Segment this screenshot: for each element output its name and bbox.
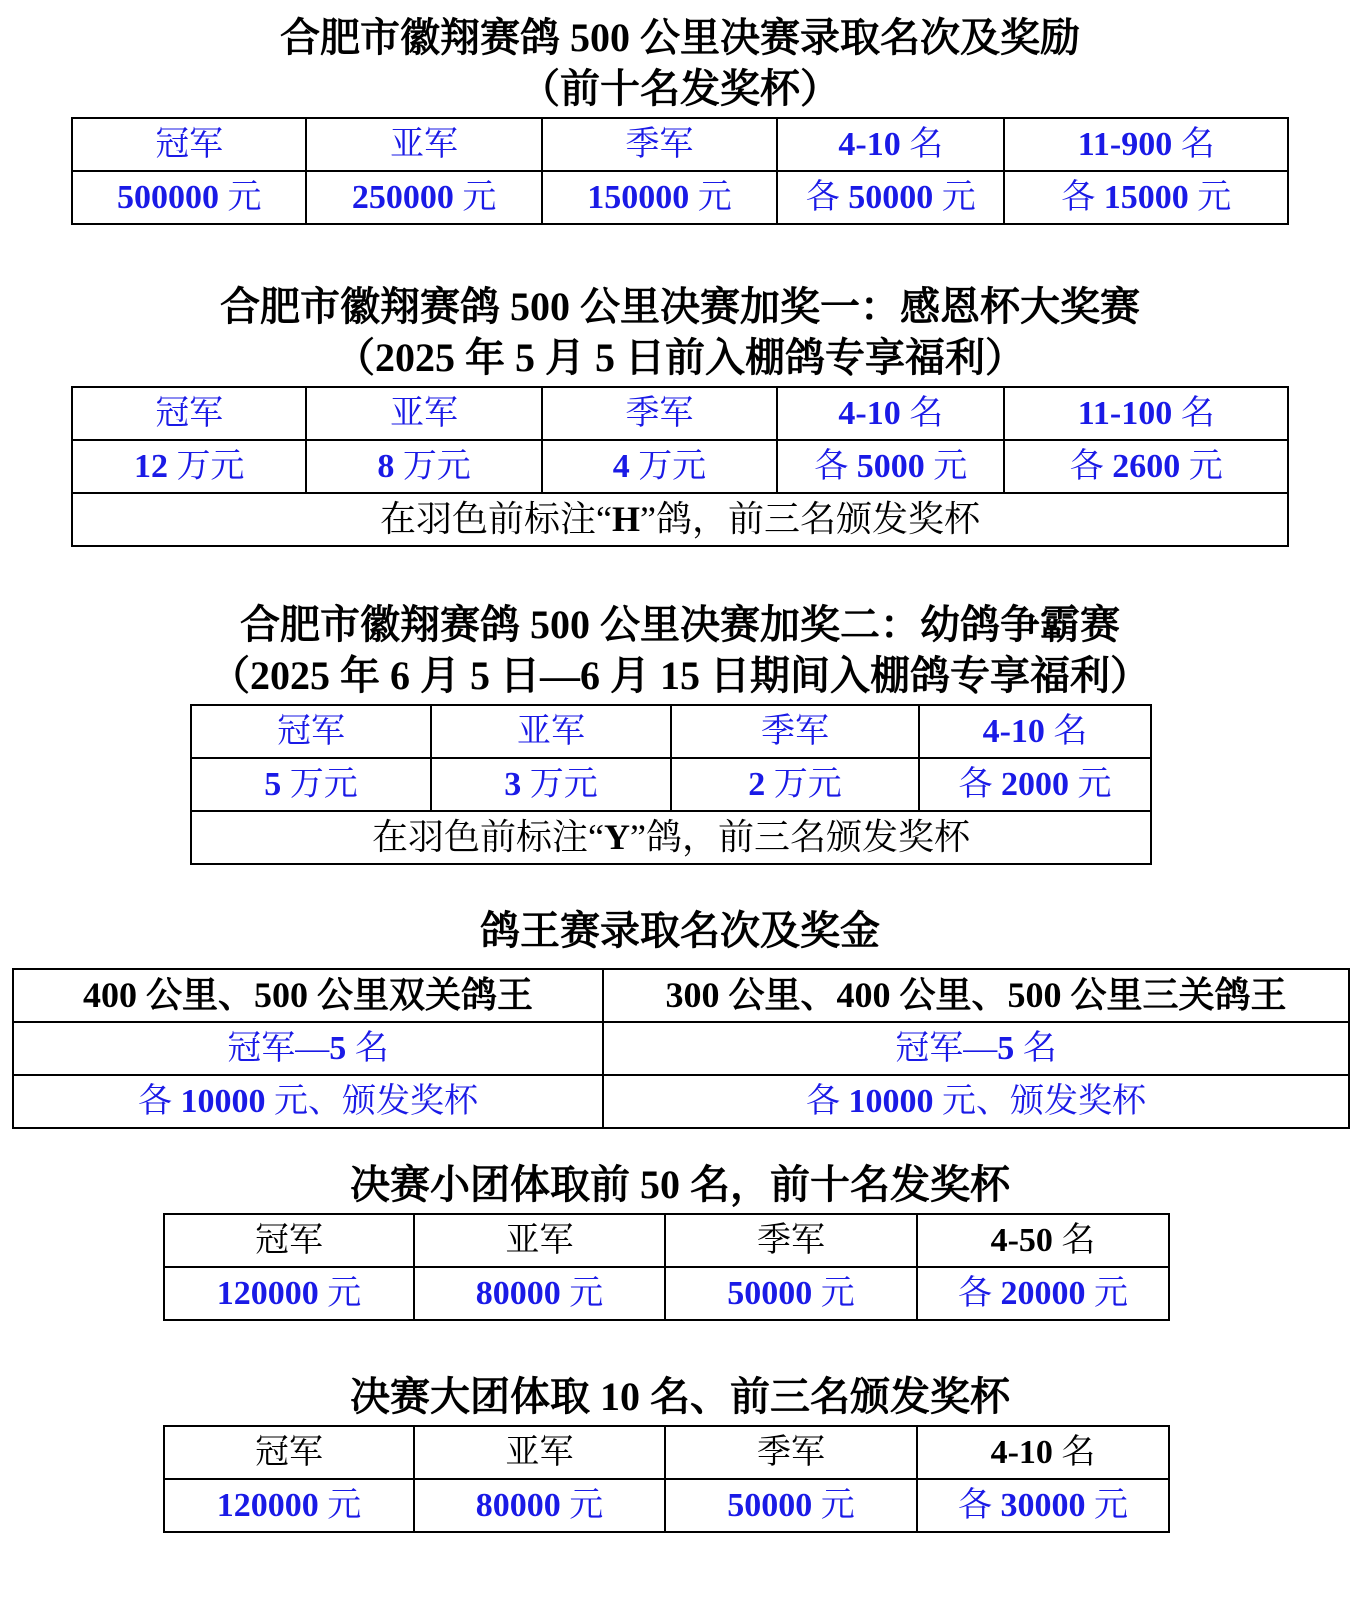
rank-header-cell: 亚军 bbox=[306, 118, 541, 171]
table-header-row bbox=[164, 1214, 1169, 1267]
prize-value-cell: 各 50000 元 bbox=[777, 171, 1004, 224]
big-team-prize-table bbox=[163, 1425, 1170, 1533]
rank-header-cell: 4-10 名 bbox=[777, 118, 1004, 171]
prize-value-row bbox=[72, 440, 1288, 493]
rank-header-cell: 亚军 bbox=[431, 705, 671, 758]
rank-header-cell: 11-900 名 bbox=[1004, 118, 1288, 171]
section-bonus-two bbox=[0, 599, 1360, 865]
section-small-team bbox=[0, 1159, 1360, 1321]
title-line-1: 合肥市徽翔赛鸽 500 公里决赛加奖一：感恩杯大奖赛 bbox=[220, 284, 1140, 329]
table-header-row bbox=[191, 705, 1151, 758]
rank-header-cell: 冠军 bbox=[191, 705, 431, 758]
rank-header-cell: 4-10 名 bbox=[777, 387, 1004, 440]
prize-value-cell: 120000 元 bbox=[164, 1479, 414, 1532]
prize-value-cell: 250000 元 bbox=[306, 171, 541, 224]
table-header-row bbox=[72, 118, 1288, 171]
rank-header-cell: 季军 bbox=[671, 705, 919, 758]
section-bonus-one-title bbox=[0, 281, 1360, 383]
note-cell: 在羽色前标注“H”鸽，前三名颁发奖杯 bbox=[72, 493, 1288, 546]
king-prize-cell: 各 10000 元、颁发奖杯 bbox=[603, 1075, 1349, 1128]
title-line-2: （前十名发奖杯） bbox=[520, 66, 840, 111]
title-line-1: 决赛小团体取前 50 名，前十名发奖杯 bbox=[350, 1162, 1010, 1207]
title-line-1: 合肥市徽翔赛鸽 500 公里决赛录取名次及奖励 bbox=[280, 15, 1080, 60]
prize-value-row bbox=[72, 171, 1288, 224]
king-category-header-cell: 400 公里、500 公里双关鸽王 bbox=[13, 969, 603, 1022]
rank-header-cell: 冠军 bbox=[164, 1214, 414, 1267]
king-category-header-cell: 300 公里、400 公里、500 公里三关鸽王 bbox=[603, 969, 1349, 1022]
table-header-row bbox=[164, 1426, 1169, 1479]
title-line-1: 鸽王赛录取名次及奖金 bbox=[480, 908, 880, 953]
prize-value-cell: 500000 元 bbox=[72, 171, 306, 224]
bonus-two-prize-table bbox=[190, 704, 1152, 865]
rank-header-cell: 4-50 名 bbox=[917, 1214, 1169, 1267]
section-pigeon-king bbox=[0, 905, 1360, 1129]
rank-header-cell: 4-10 名 bbox=[917, 1426, 1169, 1479]
prize-value-cell: 12 万元 bbox=[72, 440, 306, 493]
section-big-team-title bbox=[0, 1371, 1360, 1422]
prize-value-cell: 各 2600 元 bbox=[1004, 440, 1288, 493]
table-header-row bbox=[72, 387, 1288, 440]
king-places-cell: 冠军—5 名 bbox=[13, 1022, 603, 1075]
rank-header-cell: 季军 bbox=[542, 387, 777, 440]
prize-value-cell: 各 30000 元 bbox=[917, 1479, 1169, 1532]
prize-value-cell: 120000 元 bbox=[164, 1267, 414, 1320]
note-cell: 在羽色前标注“Y”鸽，前三名颁发奖杯 bbox=[191, 811, 1151, 864]
king-places-cell: 冠军—5 名 bbox=[603, 1022, 1349, 1075]
section-bonus-two-title bbox=[0, 599, 1360, 701]
prize-value-cell: 5 万元 bbox=[191, 758, 431, 811]
rank-header-cell: 季军 bbox=[542, 118, 777, 171]
prize-value-cell: 150000 元 bbox=[542, 171, 777, 224]
rank-header-cell: 4-10 名 bbox=[919, 705, 1151, 758]
rank-header-cell: 亚军 bbox=[414, 1426, 665, 1479]
note-row bbox=[191, 811, 1151, 864]
section-pigeon-king-title bbox=[0, 905, 1360, 956]
prize-value-cell: 各 20000 元 bbox=[917, 1267, 1169, 1320]
finals-prize-table bbox=[71, 117, 1289, 225]
rank-header-cell: 11-100 名 bbox=[1004, 387, 1288, 440]
bonus-one-prize-table bbox=[71, 386, 1289, 547]
title-line-1: 合肥市徽翔赛鸽 500 公里决赛加奖二：幼鸽争霸赛 bbox=[240, 602, 1120, 647]
rank-header-cell: 季军 bbox=[665, 1214, 917, 1267]
prize-value-cell: 各 5000 元 bbox=[777, 440, 1004, 493]
section-bonus-one bbox=[0, 281, 1360, 547]
small-team-prize-table bbox=[163, 1213, 1170, 1321]
prize-value-cell: 8 万元 bbox=[306, 440, 541, 493]
title-line-1: 决赛大团体取 10 名、前三名颁发奖杯 bbox=[350, 1374, 1010, 1419]
prize-value-row bbox=[164, 1267, 1169, 1320]
prize-value-cell: 各 15000 元 bbox=[1004, 171, 1288, 224]
rank-header-cell: 冠军 bbox=[164, 1426, 414, 1479]
prize-value-row bbox=[164, 1479, 1169, 1532]
note-row bbox=[72, 493, 1288, 546]
rank-header-cell: 季军 bbox=[665, 1426, 917, 1479]
prize-value-cell: 4 万元 bbox=[542, 440, 777, 493]
prize-value-row bbox=[191, 758, 1151, 811]
title-line-2: （2025 年 5 月 5 日前入棚鸽专享福利） bbox=[335, 335, 1025, 380]
prize-value-cell: 2 万元 bbox=[671, 758, 919, 811]
section-big-team bbox=[0, 1371, 1360, 1533]
prize-announcement-document bbox=[0, 12, 1360, 1533]
prize-value-cell: 3 万元 bbox=[431, 758, 671, 811]
king-prize-cell: 各 10000 元、颁发奖杯 bbox=[13, 1075, 603, 1128]
title-line-2: （2025 年 6 月 5 日—6 月 15 日期间入棚鸽专享福利） bbox=[210, 653, 1150, 698]
rank-header-cell: 冠军 bbox=[72, 118, 306, 171]
section-finals-main bbox=[0, 12, 1360, 225]
rank-header-cell: 亚军 bbox=[414, 1214, 665, 1267]
prize-value-cell: 80000 元 bbox=[414, 1267, 665, 1320]
rank-header-cell: 亚军 bbox=[306, 387, 541, 440]
table-header-row bbox=[13, 969, 1349, 1022]
section-small-team-title bbox=[0, 1159, 1360, 1210]
king-places-row bbox=[13, 1022, 1349, 1075]
prize-value-cell: 80000 元 bbox=[414, 1479, 665, 1532]
king-prizes-row bbox=[13, 1075, 1349, 1128]
section-finals-title bbox=[0, 12, 1360, 114]
prize-value-cell: 各 2000 元 bbox=[919, 758, 1151, 811]
prize-value-cell: 50000 元 bbox=[665, 1267, 917, 1320]
prize-value-cell: 50000 元 bbox=[665, 1479, 917, 1532]
pigeon-king-table bbox=[12, 968, 1350, 1129]
rank-header-cell: 冠军 bbox=[72, 387, 306, 440]
